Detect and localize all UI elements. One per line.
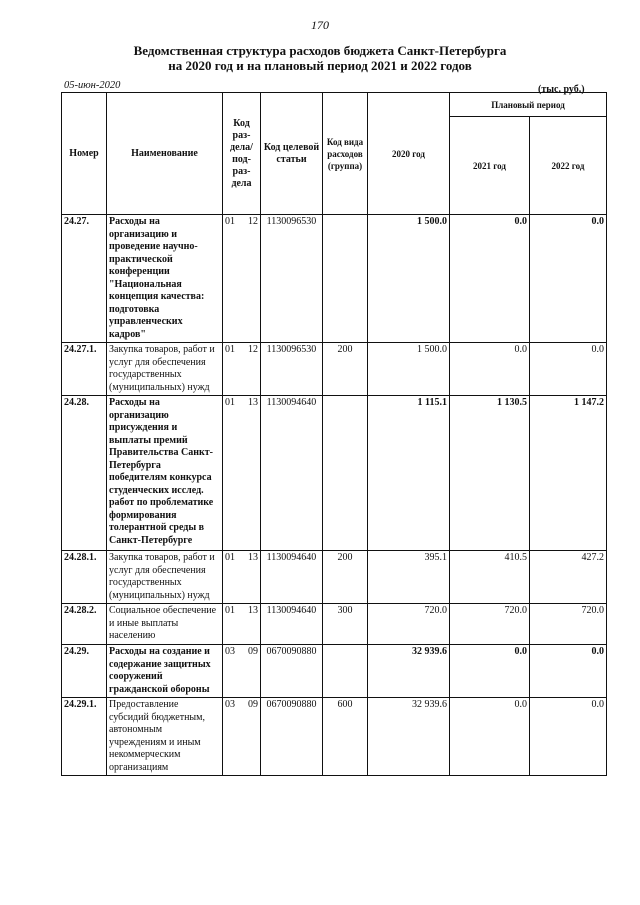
table-row: [62, 396, 607, 551]
table-header: [62, 93, 607, 215]
row-number: [62, 645, 107, 698]
row-razdel: 01: [225, 552, 235, 563]
row-amount-2022: [530, 215, 607, 343]
row-name: [107, 343, 223, 396]
row-amount-2021-text: 0.0: [514, 216, 527, 227]
header-target-code: Код целевой статьи: [261, 93, 323, 215]
row-amount-2022: [530, 645, 607, 698]
row-target-code-text: 0670090880: [266, 699, 317, 710]
row-amount-2022: [530, 396, 607, 551]
row-amount-2022-text: 427.2: [581, 552, 604, 563]
row-section-code: [223, 698, 261, 776]
row-amount-2022-text: 720.0: [581, 605, 604, 616]
row-number: [62, 396, 107, 551]
header-2022: 2022 год: [530, 117, 607, 215]
row-amount-2021: [450, 343, 530, 396]
row-amount-2021-text: 0.0: [514, 646, 527, 657]
row-number-text: 24.29.1.: [64, 699, 97, 710]
row-amount-2020-text: 720.0: [424, 605, 447, 616]
row-expense-type-text: 200: [337, 552, 353, 563]
header-section-code: Код раз-дела/под-раз-дела: [223, 93, 261, 215]
row-number-text: 24.29.: [64, 646, 89, 657]
row-name: [107, 396, 223, 551]
row-number: [62, 604, 107, 645]
table-body: [62, 215, 607, 776]
header-number: Номер: [62, 93, 107, 215]
title-line-1: Ведомственная структура расходов бюджета Санкт-Петербурга: [133, 43, 507, 58]
row-target-code-text: 1130094640: [266, 397, 317, 408]
budget-table: [61, 92, 607, 776]
row-name-text: Социальное обеспечение и иные выплаты населению: [109, 605, 217, 641]
row-amount-2020: [368, 645, 450, 698]
row-amount-2020-text: 1 115.1: [417, 397, 447, 408]
row-target-code-text: 1130096530: [266, 344, 317, 355]
header-2021: 2021 год: [450, 117, 530, 215]
row-amount-2021: [450, 551, 530, 604]
table-row: [62, 645, 607, 698]
row-expense-type: [323, 645, 368, 698]
row-amount-2021-text: 0.0: [514, 344, 527, 355]
row-section-code: [223, 343, 261, 396]
row-expense-type: [323, 343, 368, 396]
row-section-code: [223, 396, 261, 551]
row-expense-type: [323, 396, 368, 551]
row-amount-2020-text: 32 939.6: [412, 646, 447, 657]
row-expense-type-text: 300: [337, 605, 353, 616]
table-row: [62, 604, 607, 645]
row-expense-type: [323, 604, 368, 645]
row-amount-2020-text: 1 500.0: [417, 216, 447, 227]
row-amount-2022-text: 1 147.2: [574, 397, 604, 408]
row-expense-type-text: 600: [337, 699, 353, 710]
row-number-text: 24.28.1.: [64, 552, 97, 563]
row-name-text: Расходы на организацию и проведение научно-практической конференции "Национальная концепция качества: подготовка управленческих кадров": [109, 216, 205, 340]
row-amount-2022: [530, 551, 607, 604]
row-razdel: 01: [225, 216, 235, 227]
row-name-text: Закупка товаров, работ и услуг для обеспечения государственных (муниципальных) нужд: [109, 344, 215, 393]
row-razdel: 01: [225, 344, 235, 355]
header-2020: 2020 год: [368, 93, 450, 215]
header-planned-period: Плановый период: [450, 93, 607, 117]
row-name: [107, 604, 223, 645]
row-podrazdel: 13: [248, 552, 258, 563]
row-name-text: Предоставление субсидий бюджетным, автономным учреждениям и иным некоммерческим организациям: [109, 699, 205, 773]
row-amount-2020: [368, 551, 450, 604]
row-expense-type-text: 200: [337, 344, 353, 355]
row-target-code: [261, 551, 323, 604]
row-section-code: [223, 551, 261, 604]
row-razdel: 03: [225, 699, 235, 710]
row-target-code-text: 1130094640: [266, 605, 317, 616]
row-amount-2020: [368, 343, 450, 396]
row-target-code: [261, 215, 323, 343]
row-razdel: 01: [225, 605, 235, 616]
row-number-text: 24.28.2.: [64, 605, 97, 616]
header-name: Наименование: [107, 93, 223, 215]
row-number-text: 24.27.1.: [64, 344, 97, 355]
row-razdel: 01: [225, 397, 235, 408]
row-number-text: 24.27.: [64, 216, 89, 227]
title-line-2: на 2020 год и на плановый период 2021 и 2022 годов: [168, 58, 472, 73]
row-amount-2021-text: 1 130.5: [497, 397, 527, 408]
row-podrazdel: 13: [248, 397, 258, 408]
row-name: [107, 215, 223, 343]
row-amount-2021-text: 410.5: [504, 552, 527, 563]
units-label: (тыс. руб.): [538, 84, 585, 95]
row-number: [62, 698, 107, 776]
row-amount-2022-text: 0.0: [591, 699, 604, 710]
row-amount-2020: [368, 396, 450, 551]
row-amount-2022-text: 0.0: [591, 216, 604, 227]
row-name: [107, 645, 223, 698]
row-amount-2020-text: 395.1: [424, 552, 447, 563]
row-amount-2020: [368, 698, 450, 776]
row-expense-type: [323, 551, 368, 604]
table-row: [62, 343, 607, 396]
row-amount-2021-text: 720.0: [504, 605, 527, 616]
row-amount-2021: [450, 215, 530, 343]
row-number: [62, 551, 107, 604]
row-target-code: [261, 698, 323, 776]
row-razdel: 03: [225, 646, 235, 657]
row-amount-2022-text: 0.0: [591, 344, 604, 355]
table-row: [62, 551, 607, 604]
row-amount-2021-text: 0.0: [514, 699, 527, 710]
row-amount-2020-text: 1 500.0: [417, 344, 447, 355]
row-target-code-text: 1130096530: [266, 216, 317, 227]
row-number-text: 24.28.: [64, 397, 89, 408]
row-amount-2021: [450, 604, 530, 645]
row-number: [62, 215, 107, 343]
page-number: 170: [311, 18, 329, 32]
row-target-code-text: 1130094640: [266, 552, 317, 563]
row-target-code-text: 0670090880: [266, 646, 317, 657]
row-target-code: [261, 396, 323, 551]
row-target-code: [261, 343, 323, 396]
row-amount-2020: [368, 215, 450, 343]
row-name-text: Расходы на создание и содержание защитных сооружений гражданской обороны: [109, 646, 211, 695]
row-podrazdel: 09: [248, 646, 258, 657]
row-podrazdel: 12: [248, 216, 258, 227]
row-section-code: [223, 604, 261, 645]
row-amount-2020: [368, 604, 450, 645]
row-amount-2021: [450, 698, 530, 776]
row-section-code: [223, 645, 261, 698]
row-amount-2022: [530, 698, 607, 776]
row-amount-2022-text: 0.0: [591, 646, 604, 657]
row-name: [107, 698, 223, 776]
row-podrazdel: 13: [248, 605, 258, 616]
row-name-text: Закупка товаров, работ и услуг для обеспечения государственных (муниципальных) нужд: [109, 552, 215, 601]
table-row: [62, 698, 607, 776]
row-expense-type: [323, 698, 368, 776]
row-amount-2022: [530, 343, 607, 396]
row-name-text: Расходы на организацию присуждения и выплаты премий Правительства Санкт-Петербурга победителям конкурса студенческих исслед. работ по проблематике формирования толерантной среды в Санкт-Петербурге: [109, 397, 214, 546]
row-number: [62, 343, 107, 396]
row-expense-type: [323, 215, 368, 343]
row-target-code: [261, 604, 323, 645]
row-name: [107, 551, 223, 604]
document-date: 05-июн-2020: [64, 80, 121, 91]
row-podrazdel: 09: [248, 699, 258, 710]
row-amount-2020-text: 32 939.6: [412, 699, 447, 710]
header-expense-type-code: Код вида расходов (группа): [323, 93, 368, 215]
row-target-code: [261, 645, 323, 698]
row-amount-2021: [450, 645, 530, 698]
row-podrazdel: 12: [248, 344, 258, 355]
row-section-code: [223, 215, 261, 343]
document-title: [0, 43, 640, 73]
table-row: [62, 215, 607, 343]
row-amount-2022: [530, 604, 607, 645]
row-amount-2021: [450, 396, 530, 551]
